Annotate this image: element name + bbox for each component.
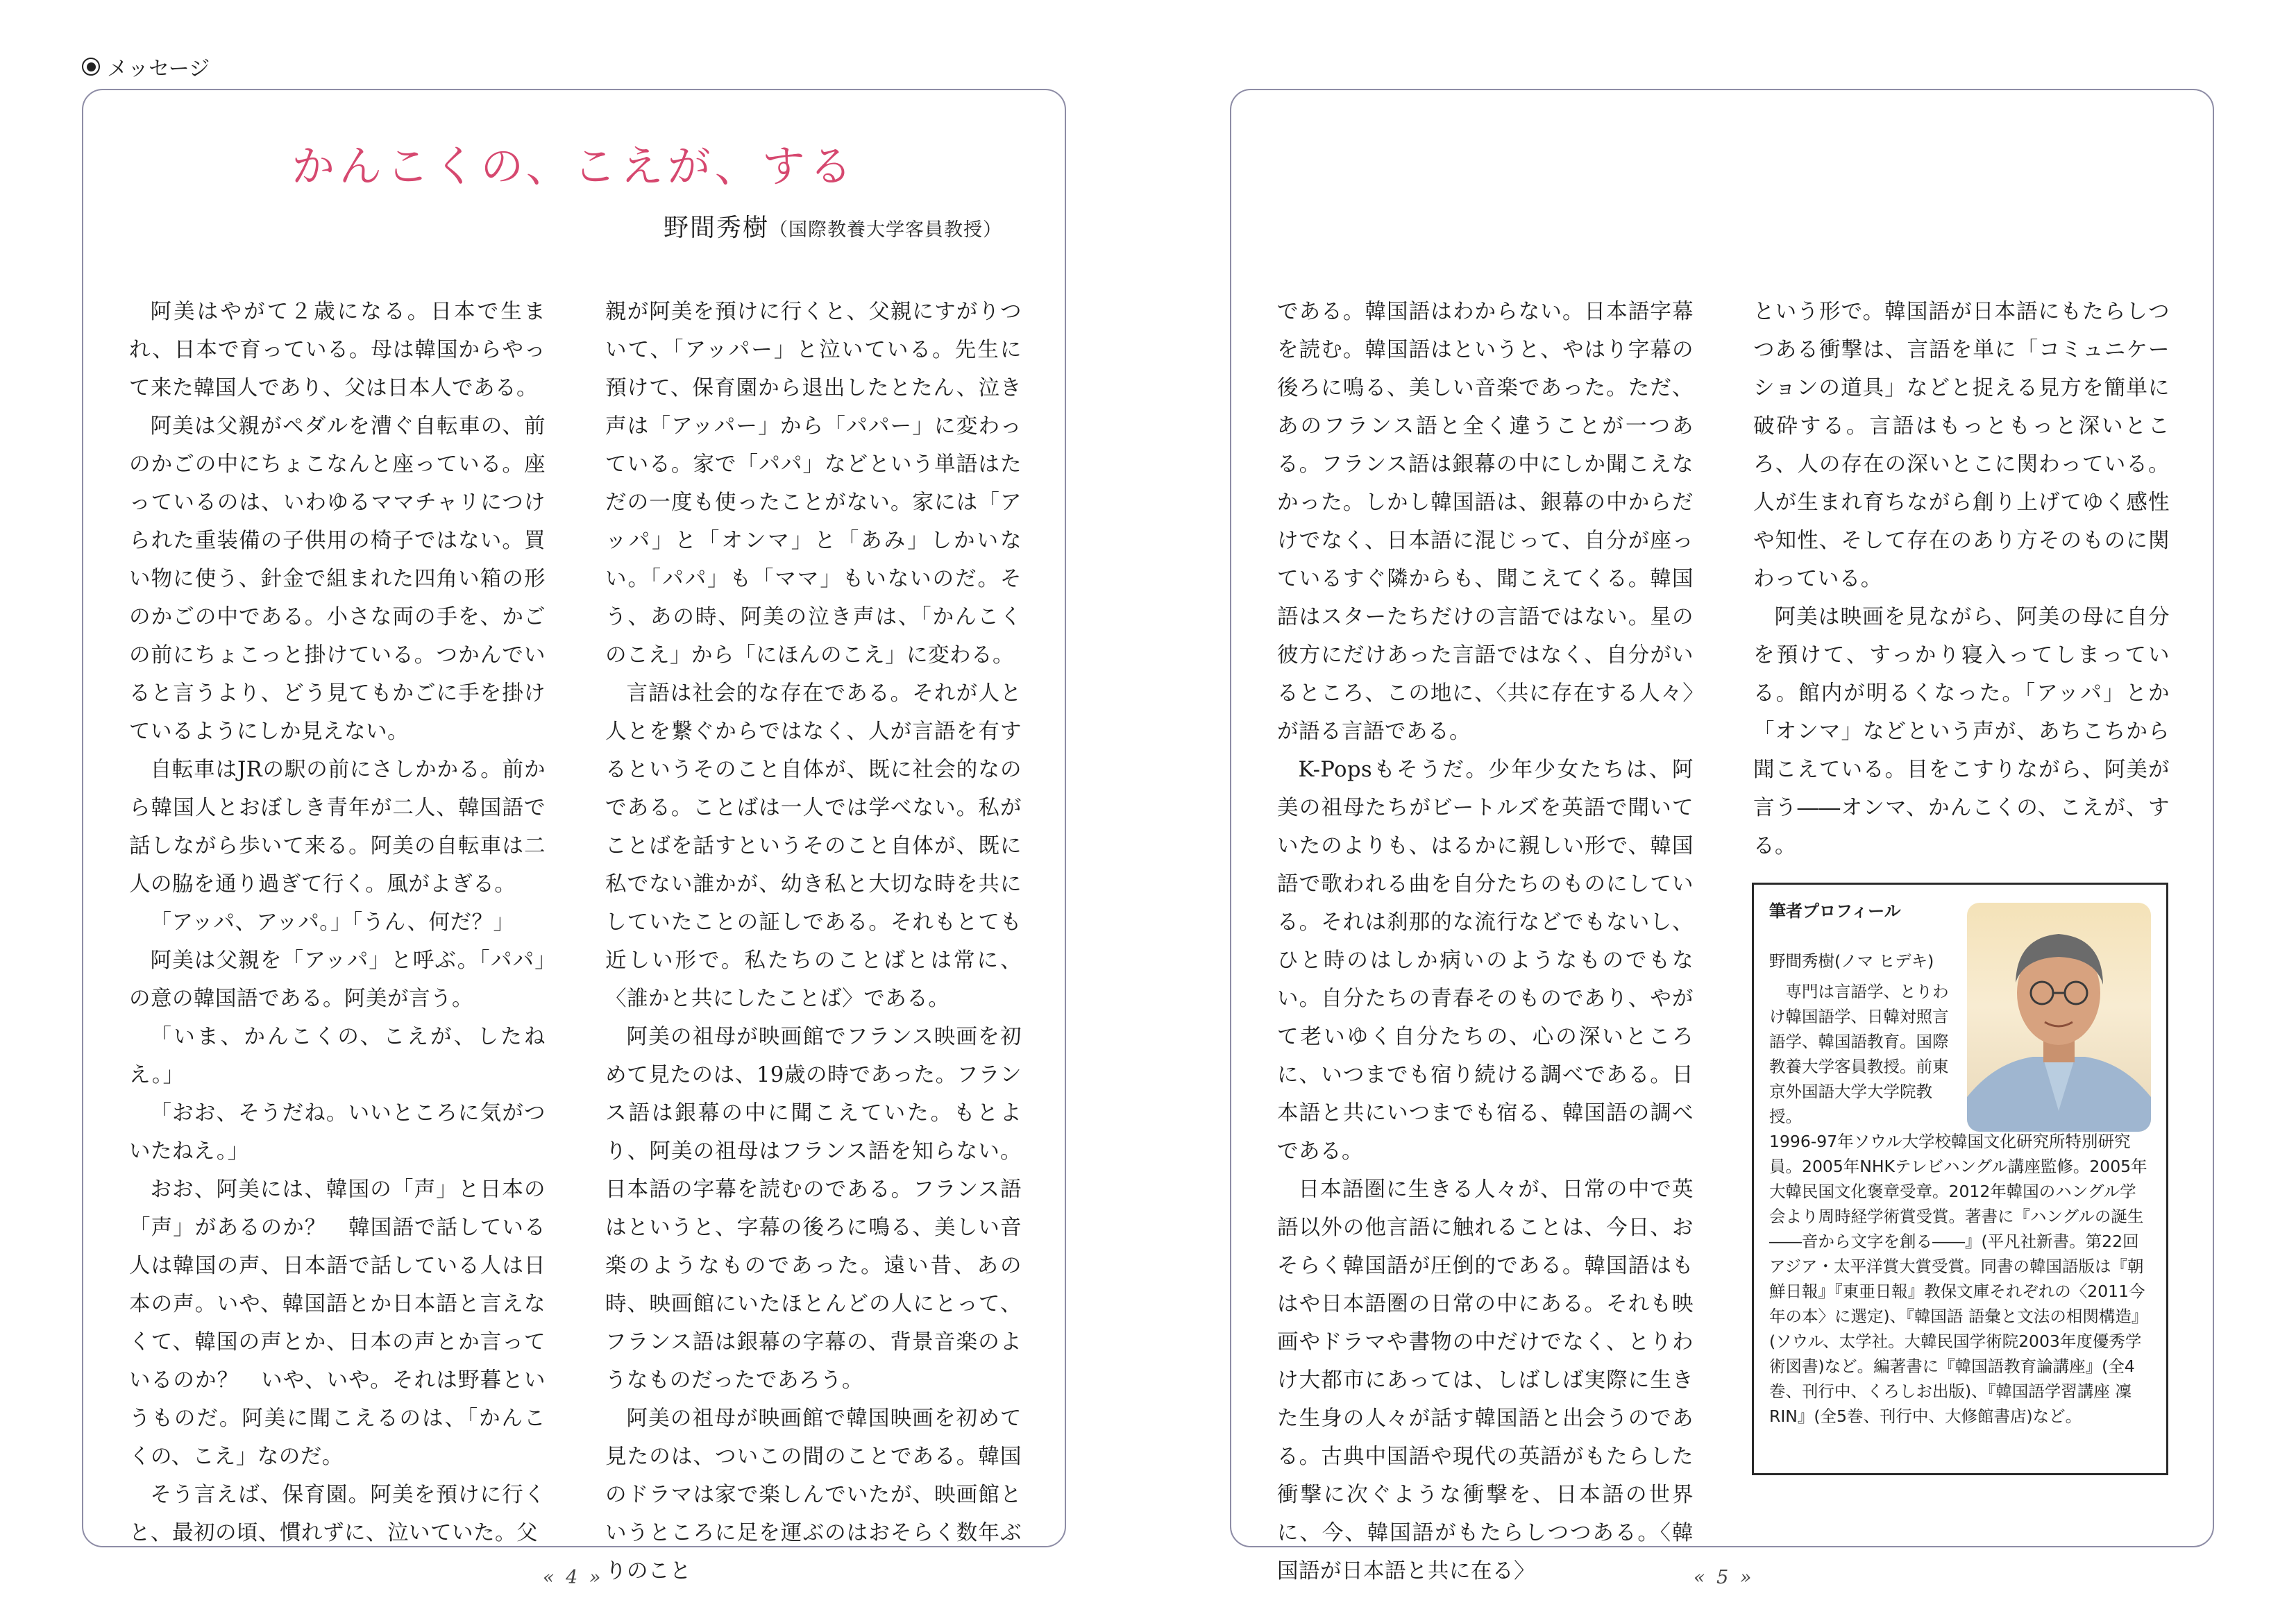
text-column-1 [129, 293, 546, 1552]
body-paragraph: 阿美は父親がペダルを漕ぐ自転車の、前のかごの中にちょこなんと座っている。座っているのは、いわゆるママチャリにつけられた重装備の子供用の椅子ではない。買い物に使う、針金で組まれた四角い箱の形のかごの中である。小さな両の手を、かごの前にちょこっと掛けている。つかんでいると言うより、どう見てもかごに手を掛けているようにしか見えない。 [129, 414, 546, 744]
profile-rest: 1996-97年ソウル大学校韓国文化研究所特別研究員。2005年NHKテレビハングル講座監修。2005年大韓民国文化褒章受章。2012年韓国のハングル学会より周時経学術賞受賞。著書に『ハングルの誕生――音から文字を創る――』(平凡社新書。第22回アジア・太平洋賞大賞受賞。同書の韓国語版は『朝鮮日報』『東亜日報』教保文庫それぞれの〈2011今年の本〉に選定)、『韓国語 語彙と文法の相関構造』(ソウル、太学社。大韓民国学術院2003年度優秀学術図書)など。編著書に『韓国語教育論講座』(全4巻、刊行中、くろしお出版)、『韓国語学習講座 凜 RIN』(全5巻、刊行中、大修館書店)など。 [1769, 1132, 2148, 1426]
body-paragraph: である。韓国語はわからない。日本語字幕を読む。韓国語はというと、やはり字幕の後ろに鳴る、美しい音楽であった。ただ、あのフランス語と全く違うことが一つある。フランス語は銀幕の中にしか聞こえなかった。しかし韓国語は、銀幕の中からだけでなく、日本語に混じって、自分が座っているすぐ隣からも、聞こえてくる。韓国語はスターたちだけの言語ではない。星の彼方にだけあった言語ではなく、自分がいるところ、この地に、〈共に存在する人々〉が語る言語である。 [1277, 300, 1694, 744]
body-paragraph: 阿美はやがて２歳になる。日本で生まれ、日本で育っている。母は韓国からやって来た韓国人であり、父は日本人である。 [129, 300, 546, 400]
profile-heading: 筆者プロフィール [1769, 901, 1901, 921]
body-paragraph: 親が阿美を預けに行くと、父親にすがりついて、「アッパー」と泣いている。先生に預けて、保育園から退出したとたん、泣き声は「アッパー」から「パパー」に変わっている。家で「パパ」などという単語はただの一度も使ったことがない。家には「アッパ」と「オンマ」と「あみ」しかいない。「パパ」も「ママ」もいないのだ。そう、あの時、阿美の泣き声は、「かんこくのこえ」から「にほんのこえ」に変わる。 [605, 300, 1022, 668]
text-column-3 [1277, 293, 1694, 1590]
body-paragraph: 阿美の祖母が映画館で韓国映画を初めて見たのは、ついこの間のことである。韓国のドラマは家で楽しんでいたが、映画館というところに足を運ぶのはおそらく数年ぶりのこと [605, 1407, 1022, 1583]
article-title: かんこくの、こえが、する [292, 141, 856, 192]
body-paragraph: 言語は社会的な存在である。それが人と人とを繋ぐからではなく、人が言語を有するというそのこと自体が、既に社会的なのである。ことばは一人では学べない。私がことばを話すというそのこと自体が、既に私でない誰かが、幼き私と大切な時を共にしていたことの証しである。それもとても近しい形で。私たちのことばとは常に、〈誰かと共にしたことば〉である。 [605, 681, 1022, 1011]
author-affiliation: （国際教養大学客員教授） [769, 219, 1002, 241]
section-label-text: メッセージ [107, 57, 210, 81]
text-column-2 [605, 293, 1022, 1590]
body-paragraph: 「アッパ、アッパ。」「うん、何だ？」 [150, 910, 515, 935]
body-paragraph: K-Popsもそうだ。少年少女たちは、阿美の祖母たちがビートルズを英語で聞いていたのよりも、はるかに親しい形で、韓国語で歌われる曲を自分たちのものにしている。それは刹那的な流行などでもないし、ひと時のはしか病いのようなものでもない。自分たちの青春そのものであり、やがて老いゆく自分たちの、心の深いところに、いつまでも宿り続ける調べである。日本語と共にいつまでも宿る、韓国語の調べである。 [1277, 758, 1694, 1164]
bullet-circle-icon [82, 58, 100, 76]
page-number-left: « 4 » [543, 1567, 604, 1588]
author-profile-box [1752, 883, 2168, 1475]
body-paragraph: という形で。韓国語が日本語にもたらしつつある衝撃は、言語を単に「コミュニケーションの道具」などと捉える見方を簡単に破砕する。言語はもっともっと深いところ、人の存在の深いとこに関わっている。人が生まれ育ちながら創り上げてゆく感性や知性、そして存在のあり方そのものに関わっている。 [1753, 300, 2170, 591]
profile-lead: 専門は言語学、とりわけ韓国語学、日韓対照言語学、韓国語教育。国際教養大学客員教授。前東京外国語大学大学院教授。 [1769, 982, 1949, 1126]
author-photo [1967, 903, 2151, 1132]
author-name: 野間秀樹 [663, 214, 769, 242]
body-paragraph: 「いま、かんこくの、こえが、したねえ。」 [129, 1025, 546, 1087]
text-column-4 [1753, 293, 2170, 865]
body-paragraph: そう言えば、保育園。阿美を預けに行くと、最初の頃、慣れずに、泣いていた。父 [129, 1483, 546, 1545]
body-paragraph: 阿美の祖母が映画館でフランス映画を初めて見たのは、19歳の時であった。フランス語は銀幕の中に聞こえていた。もとより、阿美の祖母はフランス語を知らない。日本語の字幕を読むのである。フランス語はというと、字幕の後ろに鳴る、美しい音楽のようなものであった。遠い昔、あの時、映画館にいたほとんどの人にとって、フランス語は銀幕の字幕の、背景音楽のようなものだったであろう。 [605, 1025, 1022, 1393]
section-label [82, 51, 210, 82]
body-paragraph: 阿美は映画を見ながら、阿美の母に自分を預けて、すっかり寝入ってしまっている。館内が明るくなった。「アッパ」とか「オンマ」などという声が、あちこちから聞こえている。目をこすりながら、阿美が言う――オンマ、かんこくの、こえが、する。 [1753, 605, 2170, 858]
body-paragraph: 自転車はJRの駅の前にさしかかる。前から韓国人とおぼしき青年が二人、韓国語で話しながら歩いて来る。阿美の自転車は二人の脇を通り過ぎて行く。風がよぎる。 [129, 758, 546, 897]
body-paragraph: 日本語圏に生きる人々が、日常の中で英語以外の他言語に触れることは、今日、おそらく韓国語が圧倒的である。韓国語はもはや日本語圏の日常の中にある。それも映画やドラマや書物の中だけでなく、とりわけ大都市にあっては、しばしば実際に生きた生身の人々が話す韓国語と出会うのである。古典中国語や現代の英語がもたらした衝撃に次ぐような衝撃を、日本語の世界に、今、韓国語がもたらしつつある。〈韓国語が日本語と共に在る〉 [1277, 1178, 1694, 1583]
body-paragraph: おお、阿美には、韓国の「声」と日本の「声」があるのか？ 韓国語で話している人は韓国の声、日本語で話している人は日本の声。いや、韓国語とか日本語と言えなくて、韓国の声とか、日本の声とか言っているのか？ いや、いや。それは野暮というものだ。阿美に聞こえるのは、「かんこくの、こえ」なのだ。 [129, 1178, 546, 1469]
body-paragraph: 阿美は父親を「アッパ」と呼ぶ。「パパ」の意の韓国語である。阿美が言う。 [129, 949, 546, 1011]
author-byline [664, 208, 1002, 244]
body-paragraph: 「おお、そうだね。いいところに気がついたねえ。」 [129, 1101, 546, 1164]
profile-name: 野間秀樹(ノマ ヒデキ) [1769, 951, 1934, 971]
page-number-right: « 5 » [1694, 1567, 1755, 1588]
